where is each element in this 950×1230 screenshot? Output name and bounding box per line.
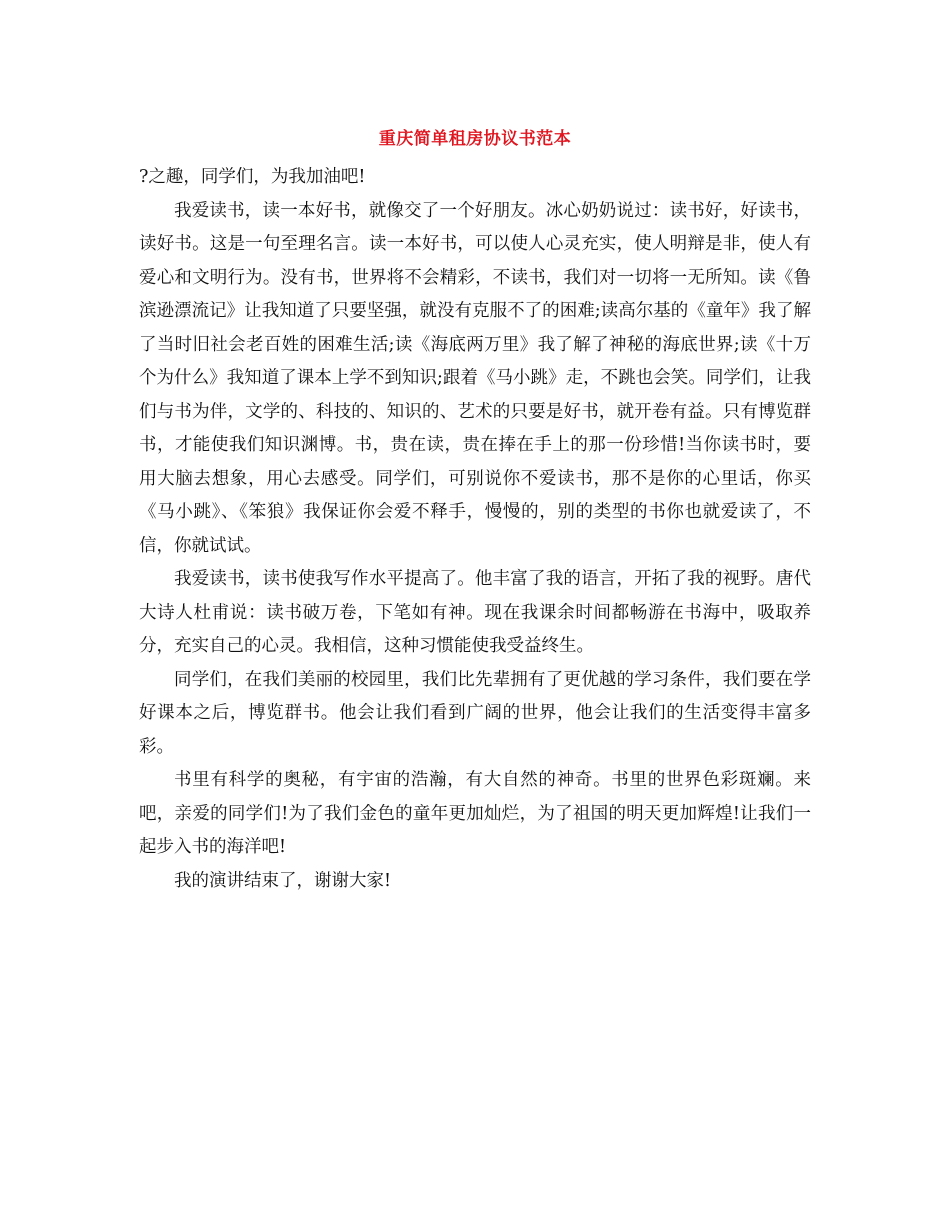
paragraph-intro: ?之趣，同学们，为我加油吧! [139,167,366,187]
paragraph-closing: 我的演讲结束了，谢谢大家! [174,870,392,891]
paragraph-school-conditions: 同学们，在我们美丽的校园里，我们比先辈拥有了更优越的学习条件，我们要在学好课本之后，博览群书。他会让我们看到广阔的世界，他会让我们的生活变得丰富多彩。 [139,669,811,757]
paragraph-reading-love: 我爱读书，读一本好书，就像交了一个好朋友。冰心奶奶说过：读书好，好读书，读好书。这是一句至理名言。读一本好书，可以使人心灵充实，使人明辩是非，使人有爱心和文明行为。没有书，世界将不会精彩，不读书，我们对一切将一无所知。读《鲁滨逊漂流记》让我知道了只要坚强，就没有克服不了的困难;读高尔基的《童年》我了解了当时旧社会老百姓的困难生活;读《海底两万里》我了解了神秘的海底世界;读《十万个为什么》我知道了课本上学不到知识;跟着《马小跳》走，不跳也会笑。同学们，让我们与书为伴，文学的、科技的、知识的、艺术的只要是好书，就开卷有益。只有博览群书，才能使我们知识渊博。书，贵在读，贵在捧在手上的那一份珍惜!当你读书时，要用大脑去想象，用心去感受。同学们，可别说你不爱读书，那不是你的心里话，你买《马小跳》、《笨狼》我保证你会爱不释手，慢慢的，别的类型的书你也就爱读了，不信，你就试试。 [139,200,811,556]
paragraph-book-world: 书里有科学的奥秘，有宇宙的浩瀚，有大自然的神奇。书里的世界色彩斑斓。来吧，亲爱的同学们!为了我们金色的童年更加灿烂，为了祖国的明天更加辉煌!让我们一起步入书的海洋吧! [139,770,811,857]
paragraph-writing-improvement: 我爱读书，读书使我写作水平提高了。他丰富了我的语言，开拓了我的视野。唐代大诗人杜甫说：读书破万卷，下笔如有神。现在我课余时间都畅游在书海中，吸取养分，充实自己的心灵。我相信，这种习惯能使我受益终生。 [139,569,811,656]
document-title: 重庆简单租房协议书范本 [378,129,572,149]
document-body [139,161,811,898]
